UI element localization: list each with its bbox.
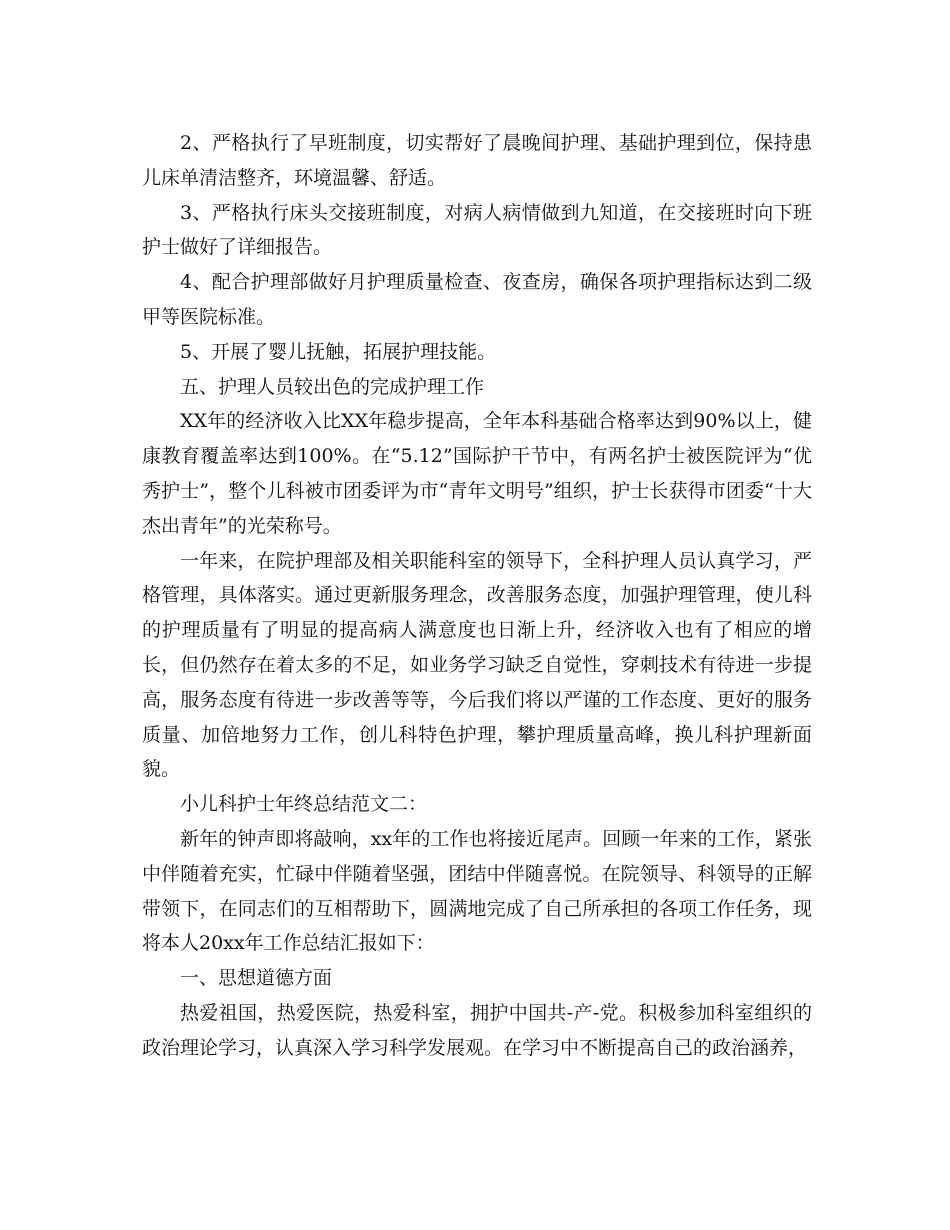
paragraph-patriotism: 热爱祖国，热爱医院，热爱科室，拥护中国共-产-党。积极参加科室组织的政治理论学习，认真深入学习科学发展观。在学习中不断提高自己的政治涵养，: [142, 1001, 812, 1059]
paragraph-item-5-infant-touch: 5、开展了婴儿抚触，拓展护理技能。: [180, 340, 497, 363]
paragraph-item-4-quality-check: 4、配合护理部做好月护理质量检查、夜查房，确保各项护理指标达到二级甲等医院标准。: [142, 271, 812, 328]
section-heading-five: 五、护理人员较出色的完成护理工作: [180, 375, 485, 398]
paragraph-item-3-handover: 3、严格执行床头交接班制度，对病人病情做到九知道，在交接班时向下班护士做好了详细报告。: [142, 201, 812, 259]
paragraph-achievements: XX年的经济收入比XX年稳步提高，全年本科基础合格率达到90%以上，健康教育覆盖率达到100%。在“5.12”国际护干节中，有两名护士被医院评为“优秀护士”，整个儿科被市团委评为市“青年文明号”组织，护士长获得市团委“十大杰出青年”的光荣称号。: [142, 410, 812, 537]
paragraph-item-2-shift-system: 2、严格执行了早班制度，切实帮好了晨晚间护理、基础护理到位，保持患儿床单清洁整齐，环境温馨、舒适。: [142, 132, 812, 189]
paragraph-new-year-intro: 新年的钟声即将敲响，xx年的工作也将接近尾声。回顾一年来的工作，紧张中伴随着充实，忙碌中伴随着坚强，团结中伴随喜悦。在院领导、科领导的正解带领下，在同志们的互相帮助下，圆满地完成了自己所承担的各项工作任务，现将本人20xx年工作总结汇报如下：: [142, 827, 812, 955]
document-body: [142, 126, 812, 1066]
section-heading-morality: 一、思想道德方面: [180, 967, 333, 990]
sample-two-title: 小儿科护士年终总结范文二：: [180, 793, 428, 816]
paragraph-year-summary: 一年来，在院护理部及相关职能科室的领导下，全科护理人员认真学习，严格管理，具体落实。通过更新服务理念，改善服务态度，加强护理管理，使儿科的护理质量有了明显的提高病人满意度也日渐上升，经济收入也有了相应的增长，但仍然存在着太多的不足，如业务学习缺乏自觉性，穿刺技术有待进一步提高，服务态度有待进一步改善等等，今后我们将以严谨的工作态度、更好的服务质量、加倍地努力工作，创儿科特色护理，攀护理质量高峰，换儿科护理新面貌。: [142, 549, 812, 781]
